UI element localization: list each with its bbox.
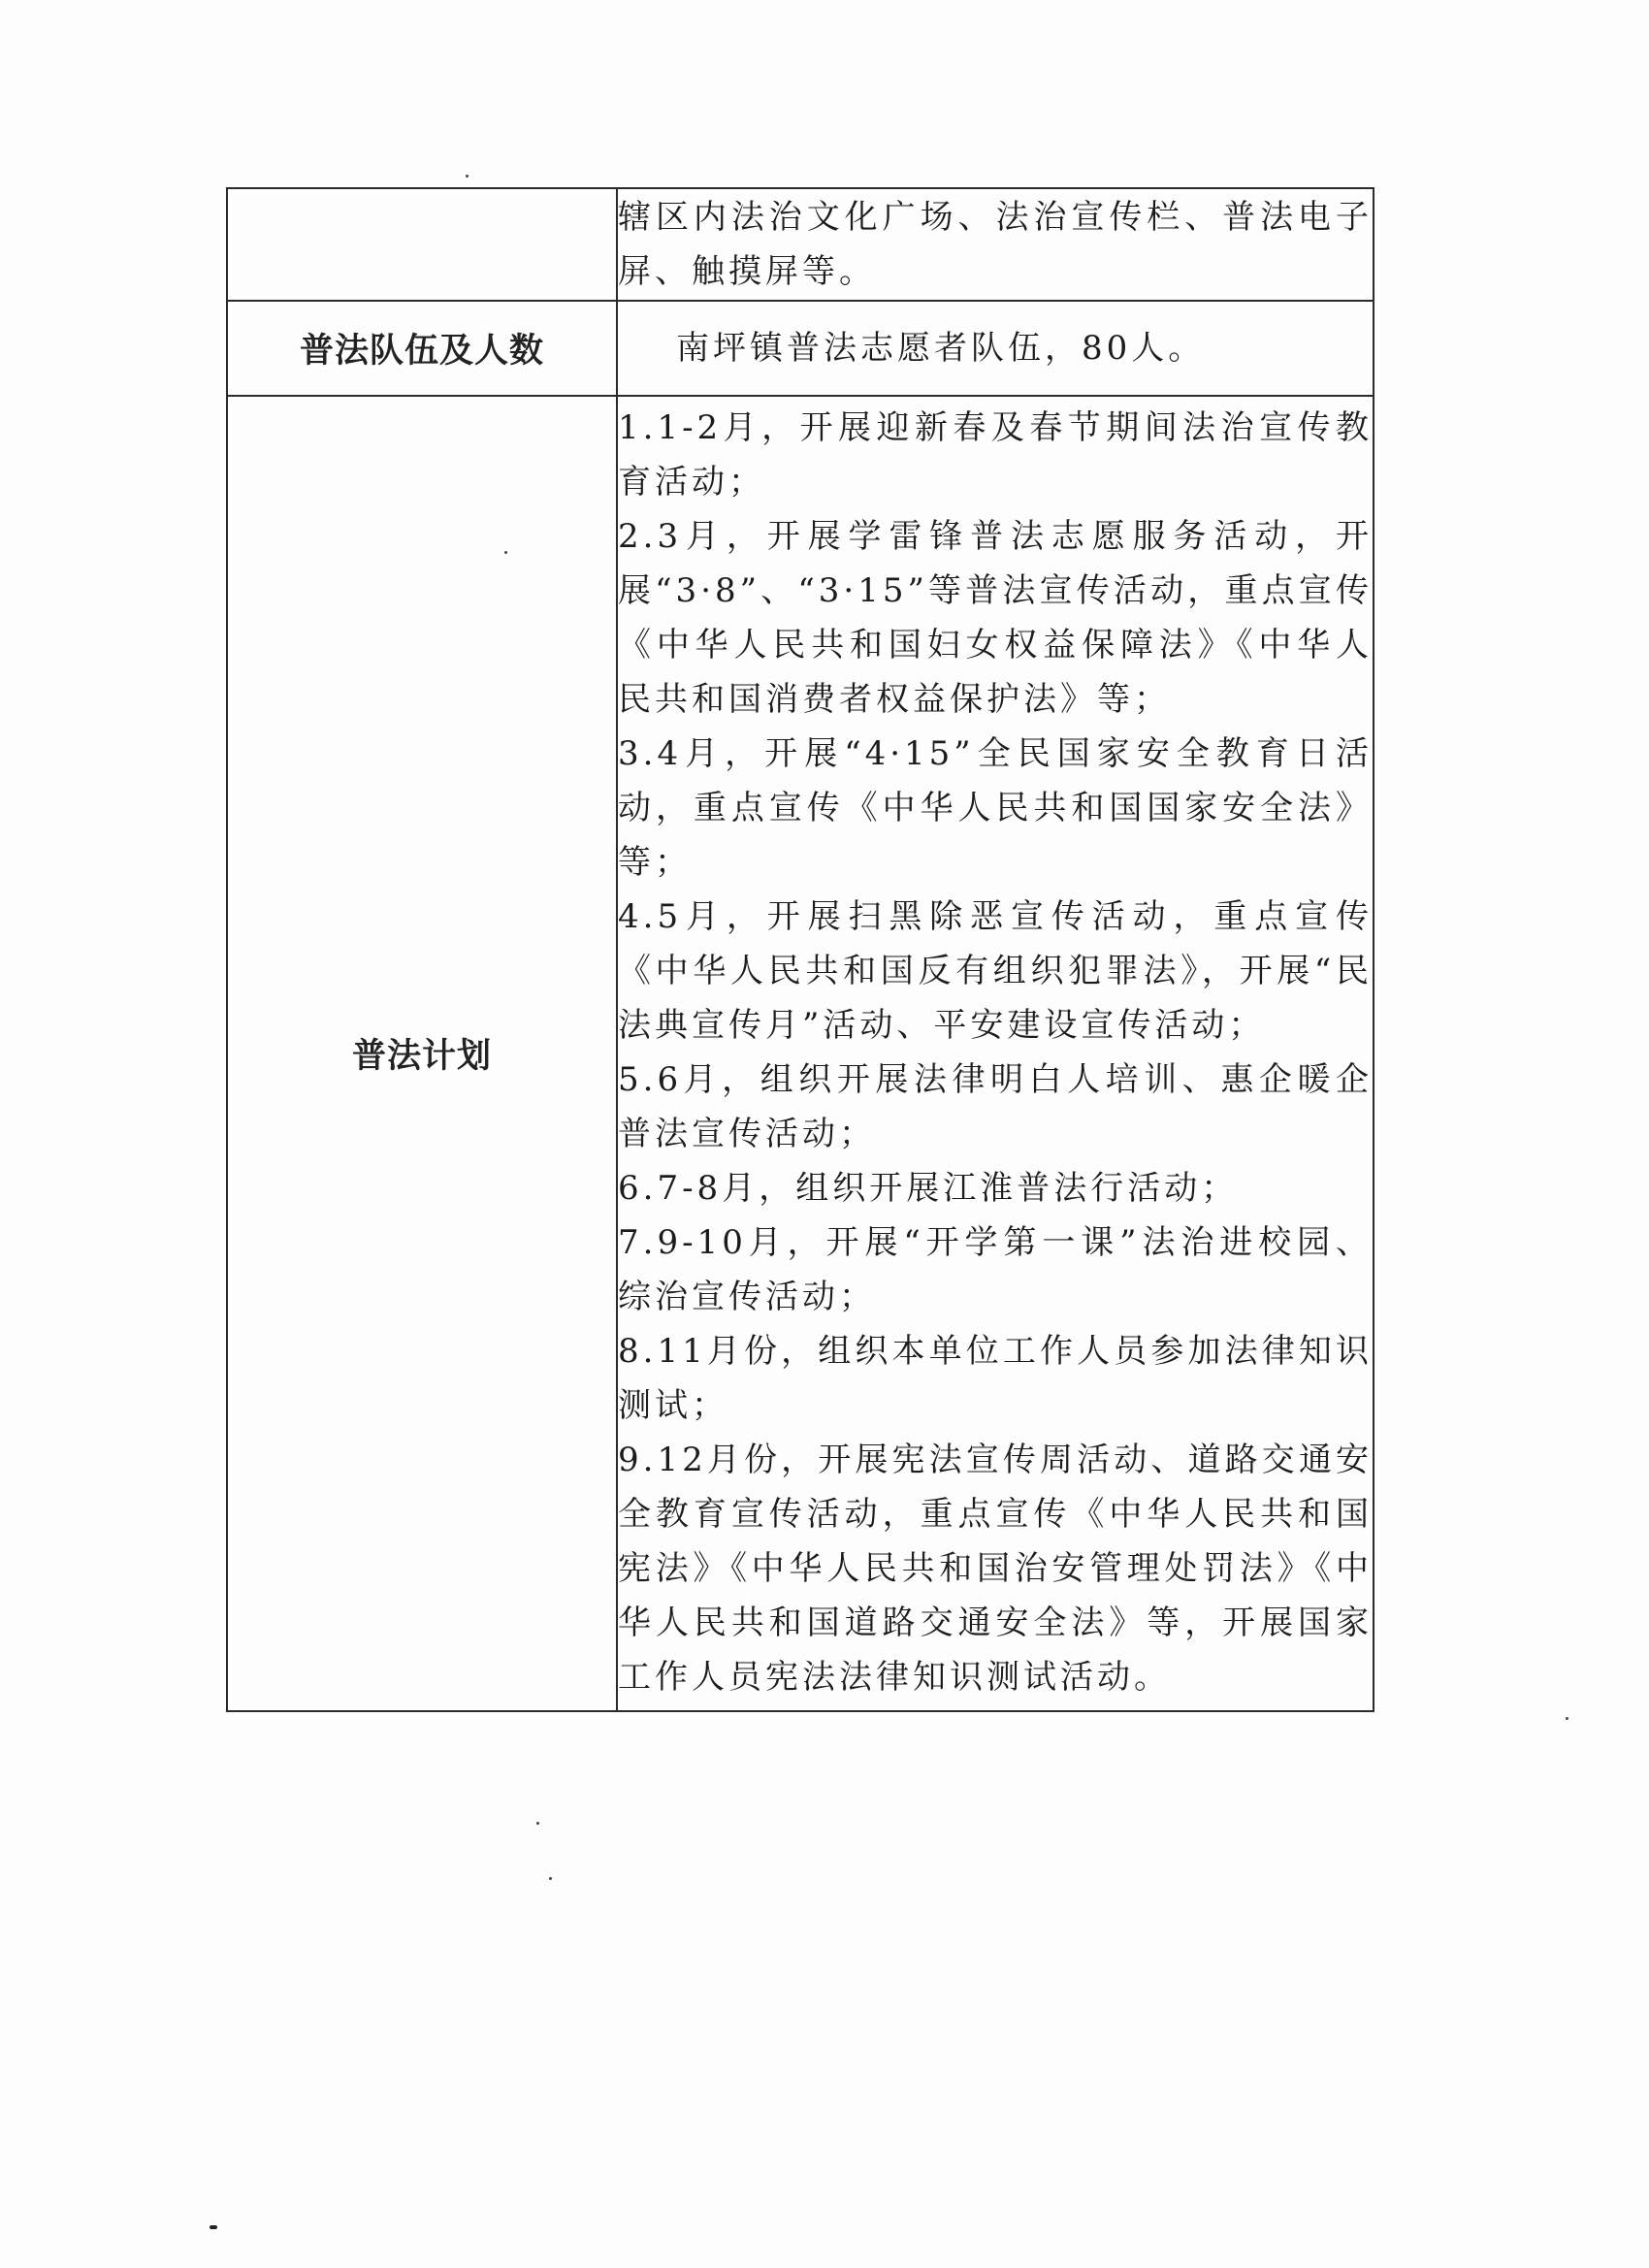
table-row-team bbox=[227, 301, 1374, 396]
plan-item-2: 2.3月，开展学雷锋普法志愿服务活动，开展“3·8”、“3·15”等普法宣传活动，重点宣传《中华人民共和国妇女权益保障法》《中华人民共和国消费者权益保护法》等； bbox=[618, 517, 1373, 719]
plan-item-6: 6.7-8月，组织开展江淮普法行活动； bbox=[618, 1169, 1239, 1208]
scan-speck bbox=[466, 175, 469, 178]
plan-item-7: 7.9-10月，开展“开学第一课”法治进校园、综治宣传活动； bbox=[618, 1223, 1373, 1316]
plan-item-9: 9.12月份，开展宪法宣传周活动、道路交通安全教育宣传活动，重点宣传《中华人民共和国宪法》《中华人民共和国治安管理处罚法》《中华人民共和国道路交通安全法》等，开展国家工作人员宪法法律知识测试活动。 bbox=[618, 1441, 1373, 1697]
plan-label-cell: 普法计划 bbox=[227, 396, 617, 1711]
scan-speck bbox=[210, 2225, 217, 2229]
scan-speck bbox=[1566, 1717, 1568, 1720]
venue-label-cell bbox=[227, 188, 617, 301]
scan-speck bbox=[549, 1877, 552, 1880]
team-label-cell: 普法队伍及人数 bbox=[227, 301, 617, 396]
plan-item-8: 8.11月份，组织本单位工作人员参加法律知识测试； bbox=[618, 1332, 1373, 1425]
team-content-cell: 南坪镇普法志愿者队伍，80人。 bbox=[617, 301, 1374, 396]
plan-item-3: 3.4月，开展“4·15”全民国家安全教育日活动，重点宣传《中华人民共和国国家安全法》等； bbox=[618, 734, 1373, 882]
plan-content-cell bbox=[617, 396, 1374, 1711]
scan-speck bbox=[536, 1822, 539, 1825]
plan-item-4: 4.5月，开展扫黑除恶宣传活动，重点宣传《中华人民共和国反有组织犯罪法》，开展“民法典宣传月”活动、平安建设宣传活动； bbox=[618, 897, 1373, 1045]
plan-item-5: 5.6月，组织开展法律明白人培训、惠企暖企普法宣传活动； bbox=[618, 1060, 1373, 1153]
table-row-plan bbox=[227, 396, 1374, 1711]
scan-speck bbox=[504, 551, 507, 554]
legal-education-table bbox=[226, 187, 1374, 1712]
table-row-venue bbox=[227, 188, 1374, 301]
plan-item-1: 1.1-2月，开展迎新春及春节期间法治宣传教育活动； bbox=[618, 408, 1373, 502]
venue-content-cell: 辖区内法治文化广场、法治宣传栏、普法电子屏、触摸屏等。 bbox=[617, 188, 1374, 301]
